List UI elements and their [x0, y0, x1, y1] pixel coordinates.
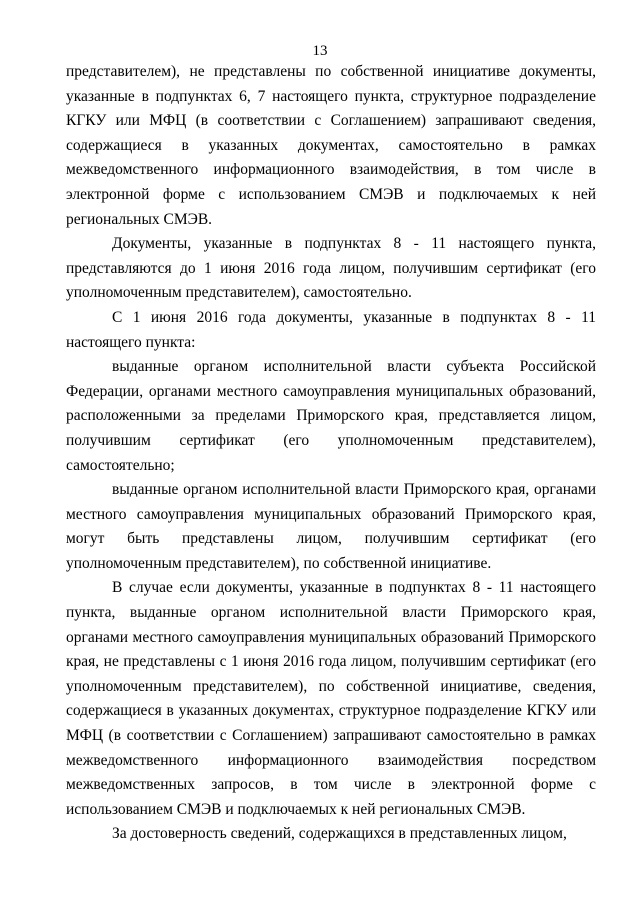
document-body: [66, 60, 596, 847]
paragraph-issued-in-primorsky: выданные органом исполнительной власти Приморского края, органами местного самоуправления муниципальных образований Приморского края, могут быть представлены лицом, получившим сертификат (его уполномоченным представителем), по собственной инициативе.: [66, 481, 596, 572]
paragraph-reliability: За достоверность сведений, содержащихся в представленных лицом,: [112, 825, 567, 843]
paragraph-issued-outside-region: выданные органом исполнительной власти субъекта Российской Федерации, органами местного самоуправления муниципальных образований, расположенными за пределами Приморского края, представляется лицом, получившим сертификат (его уполномоченным представителем), самостоятельно;: [66, 358, 596, 474]
paragraph-from-june-2016: С 1 июня 2016 года документы, указанные в подпунктах 8 - 11 настоящего пункта:: [66, 308, 596, 351]
paragraph-continuation: представителем), не представлены по собственной инициативе документы, указанные в подпунктах 6, 7 настоящего пункта, структурное подразделение КГКУ или МФЦ (в соответствии с Соглашением) запрашивают сведения, содержащиеся в указанных документах, самостоятельно в рамках межведомственного информационного взаимодействия, в том числе в электронной форме с использованием СМЭВ и подключаемых к ней региональных СМЭВ.: [66, 63, 596, 228]
paragraph-documents-8-11: Документы, указанные в подпунктах 8 - 11 настоящего пункта, представляются до 1 июня 2016 года лицом, получившим сертификат (его уполномоченным представителем), самостоятельно.: [66, 235, 596, 302]
page-number: 13: [312, 43, 328, 59]
paragraph-if-not-submitted: В случае если документы, указанные в подпунктах 8 - 11 настоящего пункта, выданные органом исполнительной власти Приморского края, органами местного самоуправления муниципальных образований Приморского края, не представлены с 1 июня 2016 года лицом, получившим сертификат (его уполномоченным представителем), по собственной инициативе, сведения, содержащиеся в указанных документах, структурное подразделение КГКУ или МФЦ (в соответствии с Соглашением) запрашивают самостоятельно в рамках межведомственного информационного взаимодействия посредством межведомственных запросов, в том числе в электронной форме с использованием СМЭВ и подключаемых к ней региональных СМЭВ.: [66, 579, 596, 818]
